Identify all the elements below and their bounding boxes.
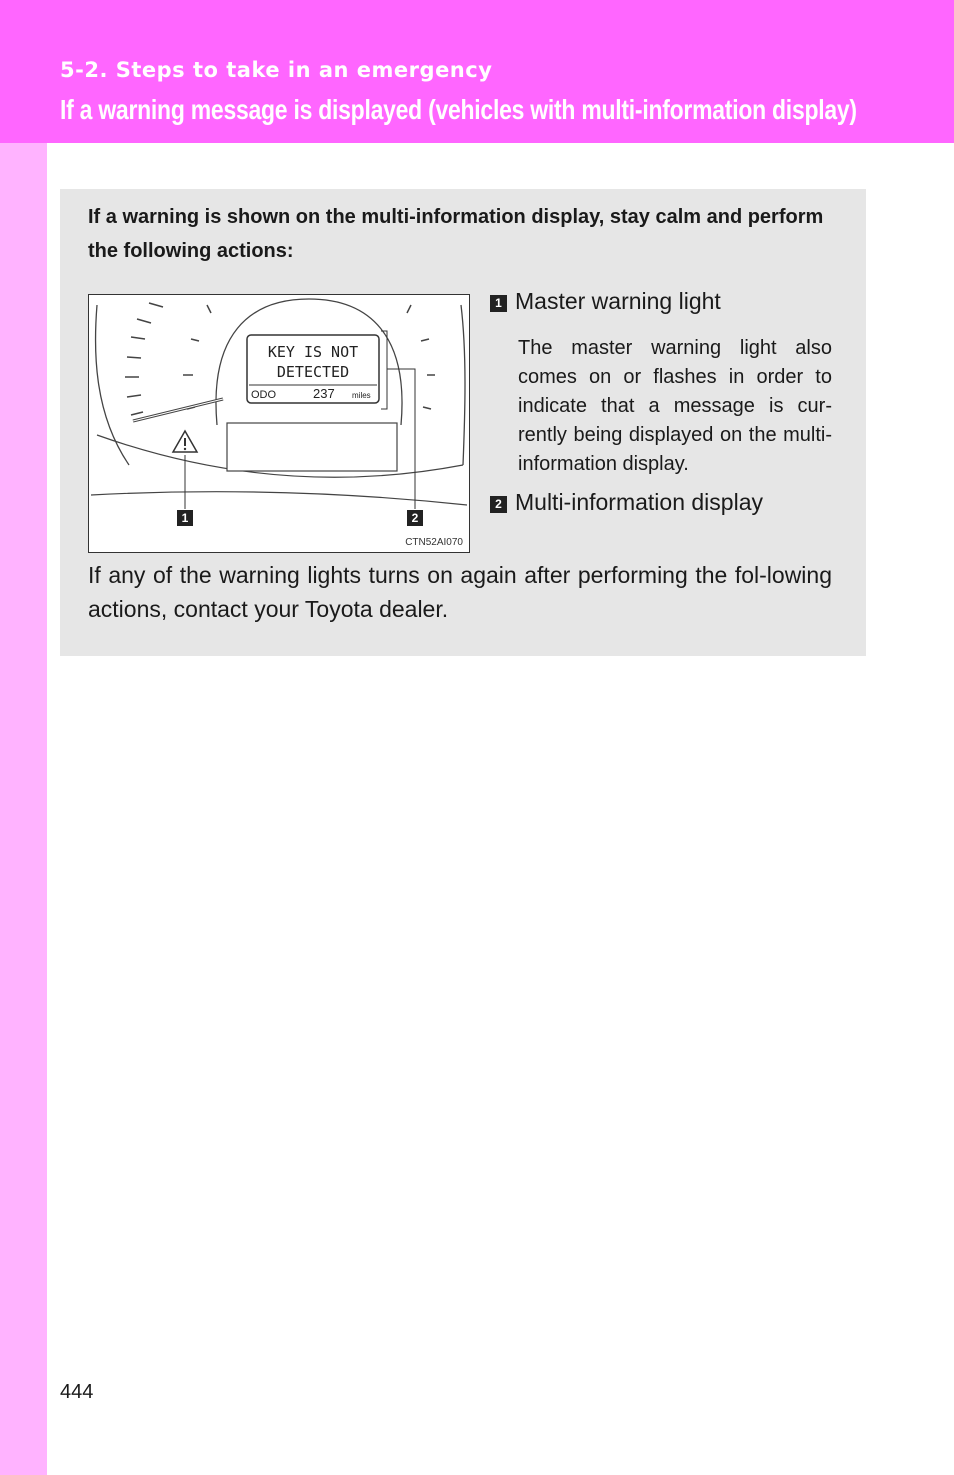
- legend-description: The master warning light also comes on or flashes in order to indicate that a message is cur-rently being displayed on the multi-information display.: [518, 337, 832, 475]
- legend-number: 2: [490, 496, 507, 513]
- odo-value: 237: [313, 386, 335, 401]
- legend-title: Multi-information display: [515, 489, 763, 515]
- footer-text: If any of the warning lights turns on again after performing the fol-lowing actions, contact your Toyota dealer.: [88, 562, 832, 622]
- figure-code: CTN52AI070: [405, 537, 463, 548]
- legend-number: 1: [490, 295, 507, 312]
- display-line2: DETECTED: [276, 363, 350, 381]
- legend-item-master-warning: [490, 288, 721, 315]
- instrument-cluster-figure: [88, 294, 470, 553]
- side-strip: [0, 143, 47, 1475]
- legend-item-multi-info: [490, 489, 763, 516]
- header-bar: [0, 0, 954, 143]
- odo-label: ODO: [251, 389, 277, 401]
- warning-triangle-icon: [173, 431, 197, 452]
- display-line1: KEY IS NOT: [267, 343, 359, 361]
- page-number: 444: [60, 1381, 94, 1403]
- intro-text: If a warning is shown on the multi-information display, stay calm and perform the following actions:: [88, 206, 824, 262]
- section-label: 5-2. Steps to take in an emergency: [60, 58, 493, 82]
- legend-title: Master warning light: [515, 288, 721, 314]
- callout-1: 1: [177, 510, 193, 526]
- odo-unit: miles: [352, 391, 371, 400]
- callout-2: 2: [407, 510, 423, 526]
- page-title: If a warning message is displayed (vehicles with multi-information display): [60, 94, 857, 125]
